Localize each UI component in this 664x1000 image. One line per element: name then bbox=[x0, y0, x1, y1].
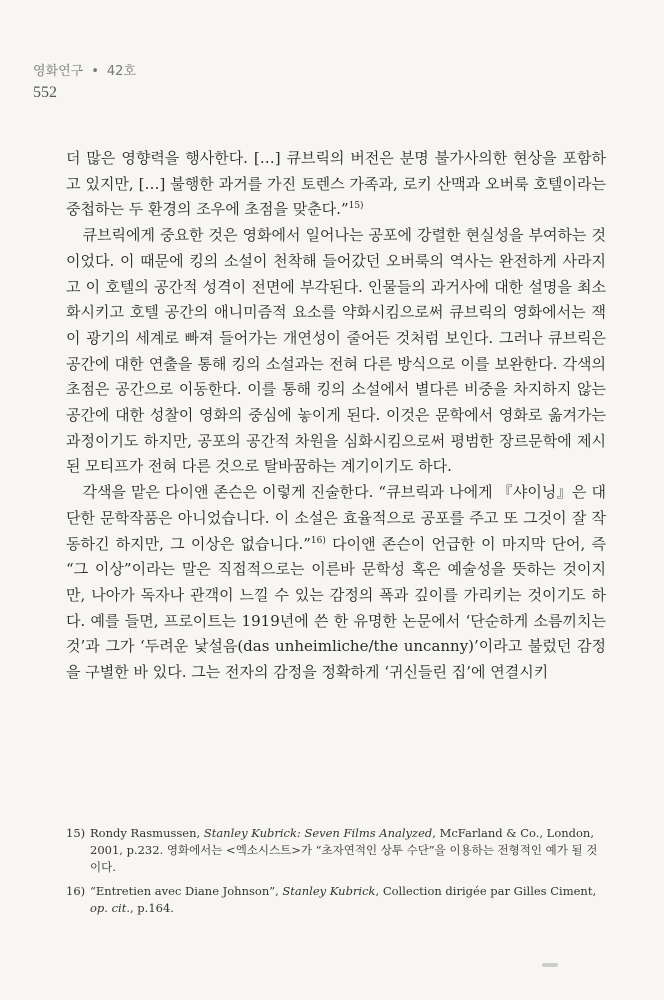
footnote-ref: 16) bbox=[310, 535, 326, 546]
footnote-title: Stanley Kubrick: Seven Films Analyzed bbox=[203, 826, 433, 840]
footnote-author: Rondy Rasmussen, bbox=[90, 826, 204, 840]
footnote-rest: , p.164. bbox=[130, 901, 174, 915]
footnote-author: “Entretien avec Diane Johnson”, bbox=[90, 884, 283, 898]
paragraph bbox=[66, 480, 606, 686]
footnote-middle: , Collection dirigée par Gilles Ciment, bbox=[375, 884, 597, 898]
footnote-text bbox=[90, 825, 606, 876]
footnotes bbox=[66, 825, 606, 924]
body-text bbox=[66, 146, 606, 686]
paragraph-text: 다이앤 존슨이 언급한 이 마지막 단어, 즉 “그 이상”이라는 말은 직접적으로는 이른바 문학성 혹은 예술성을 뜻하는 것이지만, 나아가 독자나 관객이 느낄 수 있는 감정의 폭과 깊이를 가리키는 것이기도 하다. 예를 들면, 프로이트는 1919년에 쓴 한 유명한 논문에서 ‘단순하게 소름끼치는 것’과 그가 ‘두려운 낯설음(das unheimliche/the uncanny)’이라고 불렀던 감정을 구별한 바 있다. 그는 전자의 감정을 정확하게 ‘귀신들린 집’에 연결시키 bbox=[66, 534, 606, 682]
footnote-op-cit: op. cit. bbox=[90, 901, 130, 915]
footnote-number: 15) bbox=[66, 826, 86, 840]
paragraph-text: 큐브릭에게 중요한 것은 영화에서 일어나는 공포에 강렬한 현실성을 부여하는 것이었다. 이 때문에 킹의 소설이 천착해 들어갔던 오버룩의 역사는 완전하게 사라지고 이 호텔의 공간적 성격이 전면에 부각된다. 인물들의 과거사에 대한 설명을 최소화시키고 호텔 공간의 애니미즘적 요소를 약화시킴으로써 큐브릭의 영화에서는 잭이 광기의 세계로 빠져 들어가는 개연성이 줄어든 것처럼 보인다. 그러나 큐브릭은 공간에 대한 연출을 통해 킹의 소설과는 전혀 다른 방식으로 이를 보완한다. 각색의 초점은 공간으로 이동한다. 이를 통해 킹의 소설에서 별다른 비중을 차지하지 않는 공간에 대한 성찰이 영화의 중심에 놓이게 된다. 이것은 문학에서 영화로 옮겨가는 과정이기도 하지만, 공포의 공간적 차원을 심화시킴으로써 평범한 장르문학에 제시된 모티프가 전혀 다른 것으로 탈바꿈하는 계기이기도 하다. bbox=[66, 226, 606, 476]
paragraph-text: 더 많은 영향력을 행사한다. […] 큐브릭의 버전은 분명 불가사의한 현상을 포함하고 있지만, […] 불행한 과거를 가진 토렌스 가족과, 로키 산맥과 오버룩 호텔이라는 중첩하는 두 환경의 조우에 초점을 맞춘다.” bbox=[66, 149, 606, 219]
paragraph-text: 각색을 맡은 다이앤 존슨은 이렇게 진술한다. “큐브릭과 나에게 『샤이닝』은 대단한 문학작품은 아니었습니다. 이 소설은 효율적으로 공포를 주고 또 그것이 잘 작동하긴 하지만, 그 이상은 없습니다.” bbox=[66, 483, 606, 553]
footnote-number: 16) bbox=[66, 884, 86, 898]
footnote-ref: 15) bbox=[348, 201, 364, 212]
page-number: 552 bbox=[33, 84, 57, 101]
paragraph bbox=[66, 146, 606, 223]
footnote-rest: , McFarland & Co., London, 2001, p.232. 영화에서는 <엑소시스트>가 “초자연적인 상투 수단”을 이용하는 전형적인 예가 될 것이다. bbox=[90, 826, 598, 874]
footnote-title: Stanley Kubrick bbox=[282, 884, 376, 898]
footnote bbox=[66, 825, 606, 876]
separator: • bbox=[91, 64, 99, 79]
footnote-text bbox=[90, 883, 606, 917]
running-head bbox=[33, 60, 136, 79]
footnote bbox=[66, 883, 606, 917]
issue-number: 42호 bbox=[106, 64, 137, 79]
decorative-mark bbox=[542, 963, 558, 967]
paragraph bbox=[66, 223, 606, 480]
journal-title: 영화연구 bbox=[33, 64, 84, 79]
